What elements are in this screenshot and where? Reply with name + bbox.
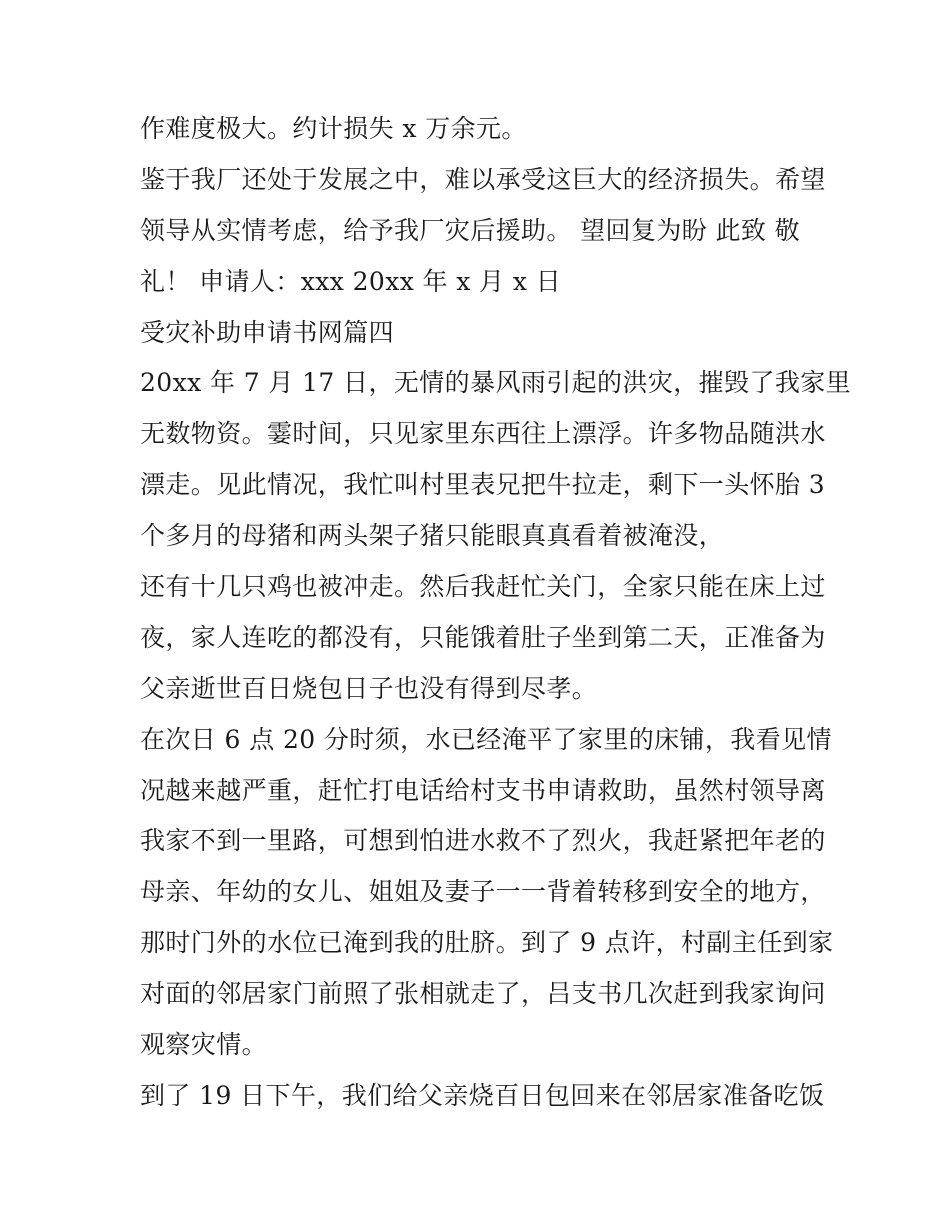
text-line: 那时门外的水位已淹到我的肚脐。到了 9 点许，村副主任到家 <box>140 928 834 957</box>
text-line: 鉴于我厂还处于发展之中，难以承受这巨大的经济损失。希望 <box>140 165 826 194</box>
text-line: 夜，家人连吃的都没有，只能饿着肚子坐到第二天，正准备为 <box>140 623 826 652</box>
text-line: 对面的邻居家门前照了张相就走了，吕支书几次赶到我家询问 <box>140 979 826 1008</box>
text-line: 还有十几只鸡也被冲走。然后我赶忙关门，全家只能在床上过 <box>140 572 826 601</box>
section-heading: 受灾补助申请书网篇四 <box>140 318 395 347</box>
text-line: 无数物资。霎时间，只见家里东西往上漂浮。许多物品随洪水 <box>140 419 826 448</box>
text-line: 母亲、年幼的女儿、姐姐及妻子一一背着转移到安全的地方， <box>140 877 826 906</box>
text-line: 个多月的母猪和两头架子猪只能眼真真看着被淹没， <box>140 521 725 550</box>
text-line: 观察灾情。 <box>140 1030 268 1059</box>
text-line: 礼！ 申请人：xxx 20xx 年 x 月 x 日 <box>140 267 562 296</box>
text-line: 况越来越严重，赶忙打电话给村支书申请救助，虽然村领导离 <box>140 776 826 805</box>
text-line: 领导从实情考虑，给予我厂灾后援助。 望回复为盼 此致 敬 <box>140 216 801 245</box>
text-line: 作难度极大。约计损失 x 万余元。 <box>140 114 527 143</box>
text-line: 父亲逝世百日烧包日子也没有得到尽孝。 <box>140 674 598 703</box>
text-line: 我家不到一里路，可想到怕进水救不了烈火，我赶紧把年老的 <box>140 826 826 855</box>
text-line: 20xx 年 7 月 17 日，无情的暴风雨引起的洪灾，摧毁了我家里 <box>140 368 852 397</box>
text-line: 漂走。见此情况，我忙叫村里表兄把牛拉走，剩下一头怀胎 3 <box>140 470 826 499</box>
text-line: 在次日 6 点 20 分时须，水已经淹平了家里的床铺，我看见情 <box>140 725 832 754</box>
text-line: 到了 19 日下午，我们给父亲烧百日包回来在邻居家准备吃饭 <box>140 1081 825 1110</box>
